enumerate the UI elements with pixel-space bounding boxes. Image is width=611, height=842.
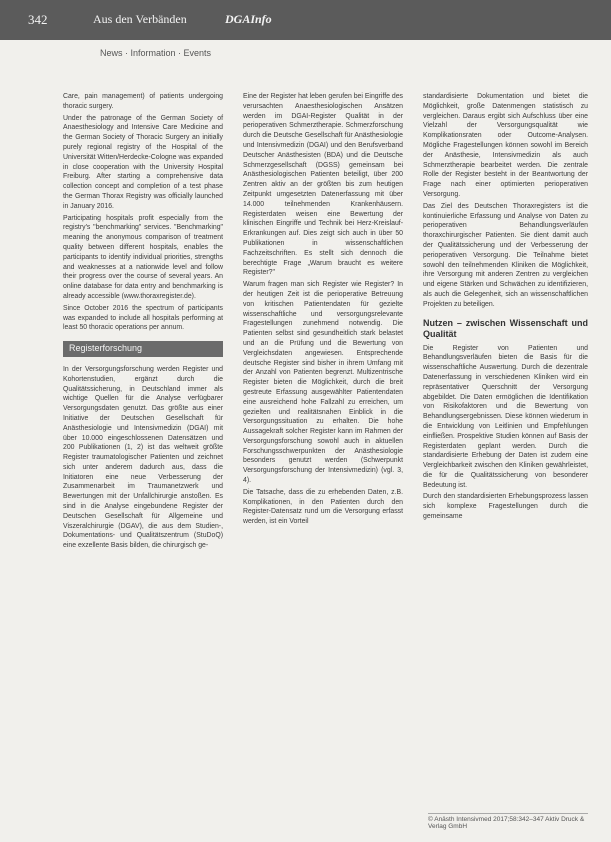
paragraph: Participating hospitals profit especially from the registry's "benchmarking" services. "Benchmarking" meaning the anonymous comparison of treatment quality between different hospitals, enables the participants to identify individual priorities, strengths and weaknesses at a nationwide level and follow their progress over the course of several years. An online database for data entry and benchmarking is already accessible (www.thoraxregister.de). [63, 214, 223, 300]
paragraph: Under the patronage of the German Society of Anaesthesiology and Intensive Care Medicine and the German Society of Thoracic Surgery an initially purely regional registry of the Hospital of the Universität Witten/Herdecke-Cologne was expanded in close cooperation with the University Hospital Freiburg. After starting a comprehensive data collection concept and completion of a test phase the German Thorax Registry was officially launched in January 2016. [63, 114, 223, 210]
page-number: 342 [28, 12, 48, 27]
paragraph: Eine der Register hat leben gerufen bei Eingriffe des verursachten Anaesthesiologischen Ansätzen werden im DGAI-Register Qualität in der perioperativen Schmerztherapie. Schmerzforschung durch die Deutsche Gesellschaft für Anästhesiologie und Intensivmedizin (DGAI) und den Berufsverband Deutscher Anästhesisten (BDA) und die Deutsche Schmerzgesellschaft (DGSS) gemeinsam bei Anästhesiologischen Patienten beteiligt, über 200 Zentren aktiv an der größten bis zum heutigen Zeitpunkt umgesetzten Datenerfassung mit über 14.000 teilnehmenden Krankenhäusern. Registerdaten weisen eine Bewertung der klinischen Eingriffe und Technik bei Herz-Kreislauf-Erkrankungen auf. Dies zeigt sich auch in über 50 Publikationen in wissenschaftlichen Fachzeitschriften. Es stellt sich dennoch die berechtigte Frage „Warum braucht es weitere Register?" [243, 93, 403, 277]
paragraph: Die Register von Patienten und Behandlungsverläufen bieten die Basis für die wissenschaftliche Auswertung. Durch die dezentrale Datenerfassung in verschiedenen Kliniken wird ein repräsentativer Querschnitt der Versorgung abgebildet. Die Daten ermöglichen die Identifikation von Risikofaktoren und die Bewertung von Behandlungsergebnissen. Diese können wiederum in die Entwicklung von Leitlinien und Empfehlungen einfließen. Prospektive Studien können auf Basis der Registerdaten geplant werden. Durch die standardisierte Erhebung der Daten ist zudem eine Vergleichbarkeit zwischen den Kliniken gewährleistet, die für die Qualitätssicherung von besonderer Bedeutung ist. [423, 344, 588, 489]
paragraph: Durch den standardisierten Erhebungsprozess lassen sich komplexe Fragestellungen durch die gemeinsame [423, 493, 588, 521]
subnav: News · Information · Events [100, 48, 212, 58]
paragraph: Care, pain management) of patients undergoing thoracic surgery. [63, 93, 223, 110]
column-2 [243, 92, 403, 529]
section-title: Aus den Verbänden [93, 12, 187, 26]
paragraph: standardisierte Dokumentation und bietet die Möglichkeit, große Datenmengen statistisch zu vergleichen. Daraus ergibt sich Aufschluss über eine Vielzahl der Versorgungsqualität wie Komplikationsraten oder Outcome-Analysen. Mögliche Fragestellungen können sowohl im Bereich der Anästhesie, Intensivmedizin als auch Schmerztherapie bearbeitet werden. Die zentrale Rolle der Register besteht in der Beantwortung der Frage nach einer optimierten perioperativen Versorgung. [423, 93, 588, 198]
journal-logo: DGAInfo [225, 12, 272, 26]
section-heading-bar: Registerforschung [63, 341, 223, 357]
paragraph: Since October 2016 the spectrum of participants was expanded to include all hospitals performing at least 50 thoracic operations per annum. [63, 304, 223, 332]
paragraph: Warum fragen man sich Register wie Register? In der heutigen Zeit ist die perioperative Betreuung von kritischen Patientendaten für gezielte wissenschaftliche und versorgungsrelevante Fragestellungen zunehmend notwendig. Die Patienten selbst sind gesundheitlich stark belastet und an die Prüfung und die Bewertung von Vergleichsdaten angewiesen. Entsprechende deutsche Register sind bisher in ihrem Umfang mit der Anzahl von Patienten begrenzt. Multizentrische Register bieten die Möglichkeit, durch die breit gestreute Erfassung ausgewählter Patientendaten eine ausreichend hohe Fallzahl zu erreichen, um gezielten und realitätsnahen Einblick in die Versorgungssituation zu erhalten. Die hohe Aussagekraft solcher Register kann im Rahmen der Versorgungsforschung sowohl auch in aktuellen Forschungsschwerpunkten der Anästhesiologie besonders genutzt werden (Schwerpunkt Versorgungsforschung der Intensivmedizin) (vgl. 3, 4). [243, 281, 403, 485]
page-footer: © Anästh Intensivmed 2017;58:342–347 Aktiv Druck & Verlag GmbH [428, 813, 588, 830]
column-3 [423, 92, 588, 524]
paragraph: Die Tatsache, dass die zu erhebenden Daten, z.B. Komplikationen, in den Patienten durch den Register-Datensatz rund um die Versorgung erfasst werden, ist ein Vorteil [243, 488, 403, 526]
section-heading: Nutzen – zwischen Wissenschaft und Qualität [423, 317, 588, 339]
page-header [0, 0, 611, 40]
paragraph: Das Ziel des Deutschen Thoraxregisters ist die kontinuierliche Erfassung und Analyse von Daten zu perioperativen Behandlungsverläufen thoraxchirurgischer Patienten. Sie dient damit auch der Qualitätssicherung und der Verbesserung der perioperativen Versorgung. Die Teilnahme bietet sowohl den teilnehmenden Kliniken die Möglichkeit, ihre Versorgung mit anderen Zentren zu vergleichen und eigene Stärken und Schwächen zu identifizieren, als auch die Gelegenheit, sich an wissenschaftlichen Projekten zu beteiligen. [423, 202, 588, 308]
column-1 [63, 92, 223, 553]
paragraph: In der Versorgungsforschung werden Register und Kohortenstudien, ergänzt durch die Qualitätssicherung, in Deutschland immer als wichtige Quellen für die Analyse verfügbarer Versorgungsdaten genutzt. Das größte aus einer Initiative der Deutschen Gesellschaft für Anästhesiologie und Intensivmedizin (DGAI) mit über 10.000 eingeschlossenen Datensätzen und 200 Publikationen (1, 2) ist das weltweit größte Register traumatologischer Patienten und zeichnet sich unter anderem dadurch aus, dass die Initiatoren eine neue Verbesserung der Zusammenarbeit im Traumanetzwerk und Bewertungen mit der Unfallchirurgie anstoßen. Es sind in die Analyse eingebundene Register der Deutschen Gesellschaft für Allgemeine und Viszeralchirurgie (DGAV), die aus dem Studien-, Dokumentations- und Qualitätszentrum (StuDoQ) eine exzellente Basis bilden, die chirurgisch ge- [63, 365, 223, 550]
